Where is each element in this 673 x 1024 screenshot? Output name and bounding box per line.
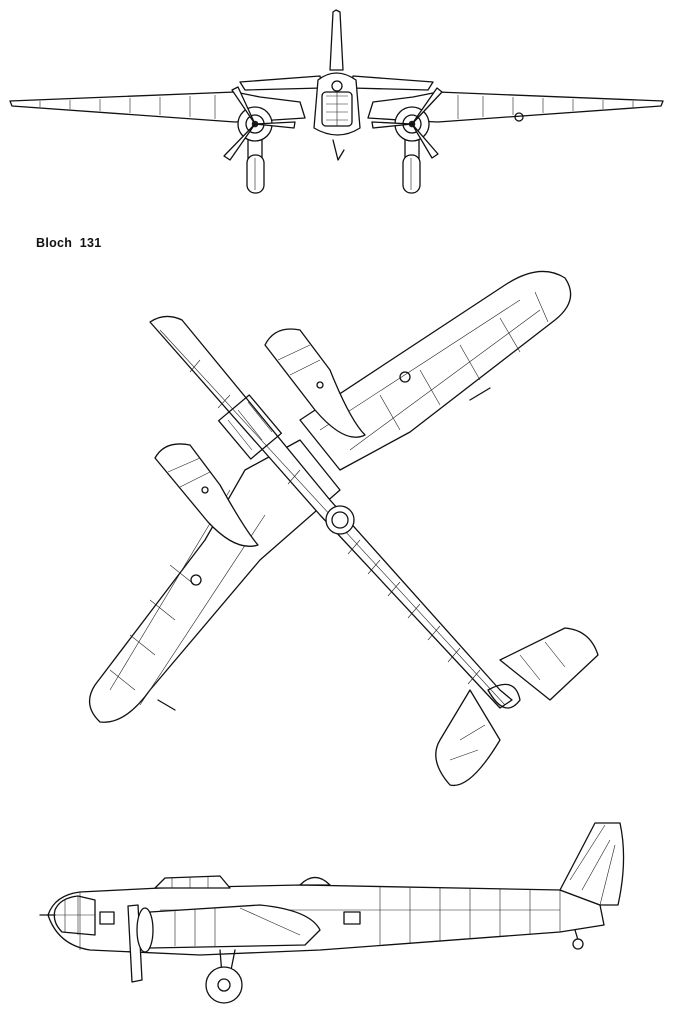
side-fin [560, 823, 624, 905]
aircraft-title: Bloch 131 [36, 236, 102, 250]
